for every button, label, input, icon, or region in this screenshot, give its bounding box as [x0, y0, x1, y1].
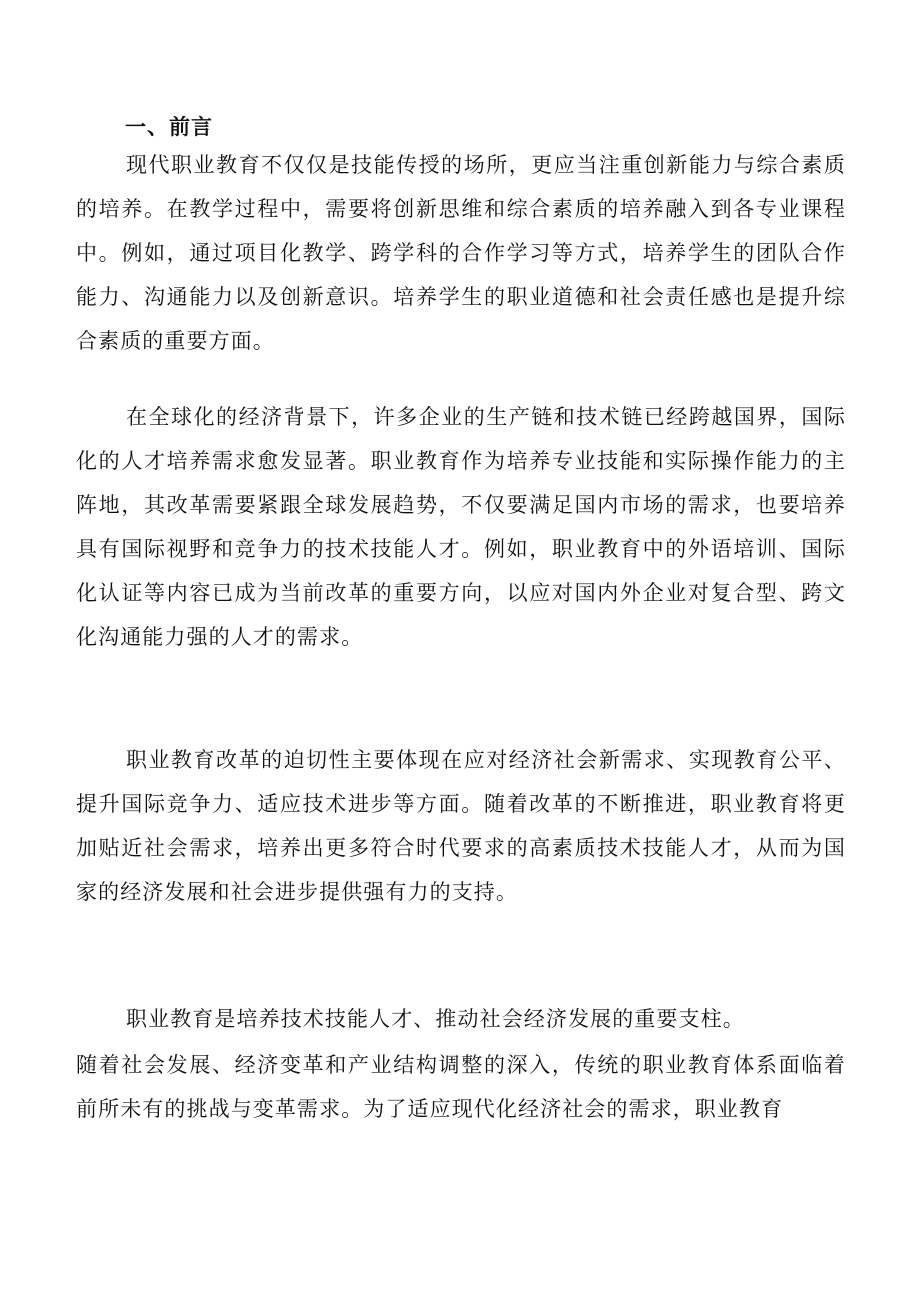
section-heading: 一、前言 — [125, 114, 213, 139]
paragraph-3: 职业教育改革的迫切性主要体现在应对经济社会新需求、实现教育公平、提升国际竞争力、适应技术进步等方面。随着改革的不断推进，职业教育将更加贴近社会需求，培养出更多符合时代要求的高素质技术技能人才，从而为国家的经济发展和社会进步提供强有力的支持。 — [76, 748, 846, 904]
paragraph-4: 职业教育是培养技术技能人才、推动社会经济发展的重要支柱。 — [126, 1007, 745, 1031]
paragraph-1: 现代职业教育不仅仅是技能传授的场所，更应当注重创新能力与综合素质的培养。在教学过程中，需要将创新思维和综合素质的培养融入到各专业课程中。例如，通过项目化教学、跨学科的合作学习等方式，培养学生的团队合作能力、沟通能力以及创新意识。培养学生的职业道德和社会责任感也是提升综合素质的重要方面。 — [76, 153, 846, 353]
paragraph-2: 在全球化的经济背景下，许多企业的生产链和技术链已经跨越国界，国际化的人才培养需求愈发显著。职业教育作为培养专业技能和实际操作能力的主阵地，其改革需要紧跟全球发展趋势，不仅要满足国内市场的需求，也要培养具有国际视野和竞争力的技术技能人才。例如，职业教育中的外语培训、国际化认证等内容已成为当前改革的重要方向，以应对国内外企业对复合型、跨文化沟通能力强的人才的需求。 — [76, 405, 846, 649]
paragraph-5: 随着社会发展、经济变革和产业结构调整的深入，传统的职业教育体系面临着前所未有的挑战与变革需求。为了适应现代化经济社会的需求，职业教育 — [76, 1053, 846, 1121]
